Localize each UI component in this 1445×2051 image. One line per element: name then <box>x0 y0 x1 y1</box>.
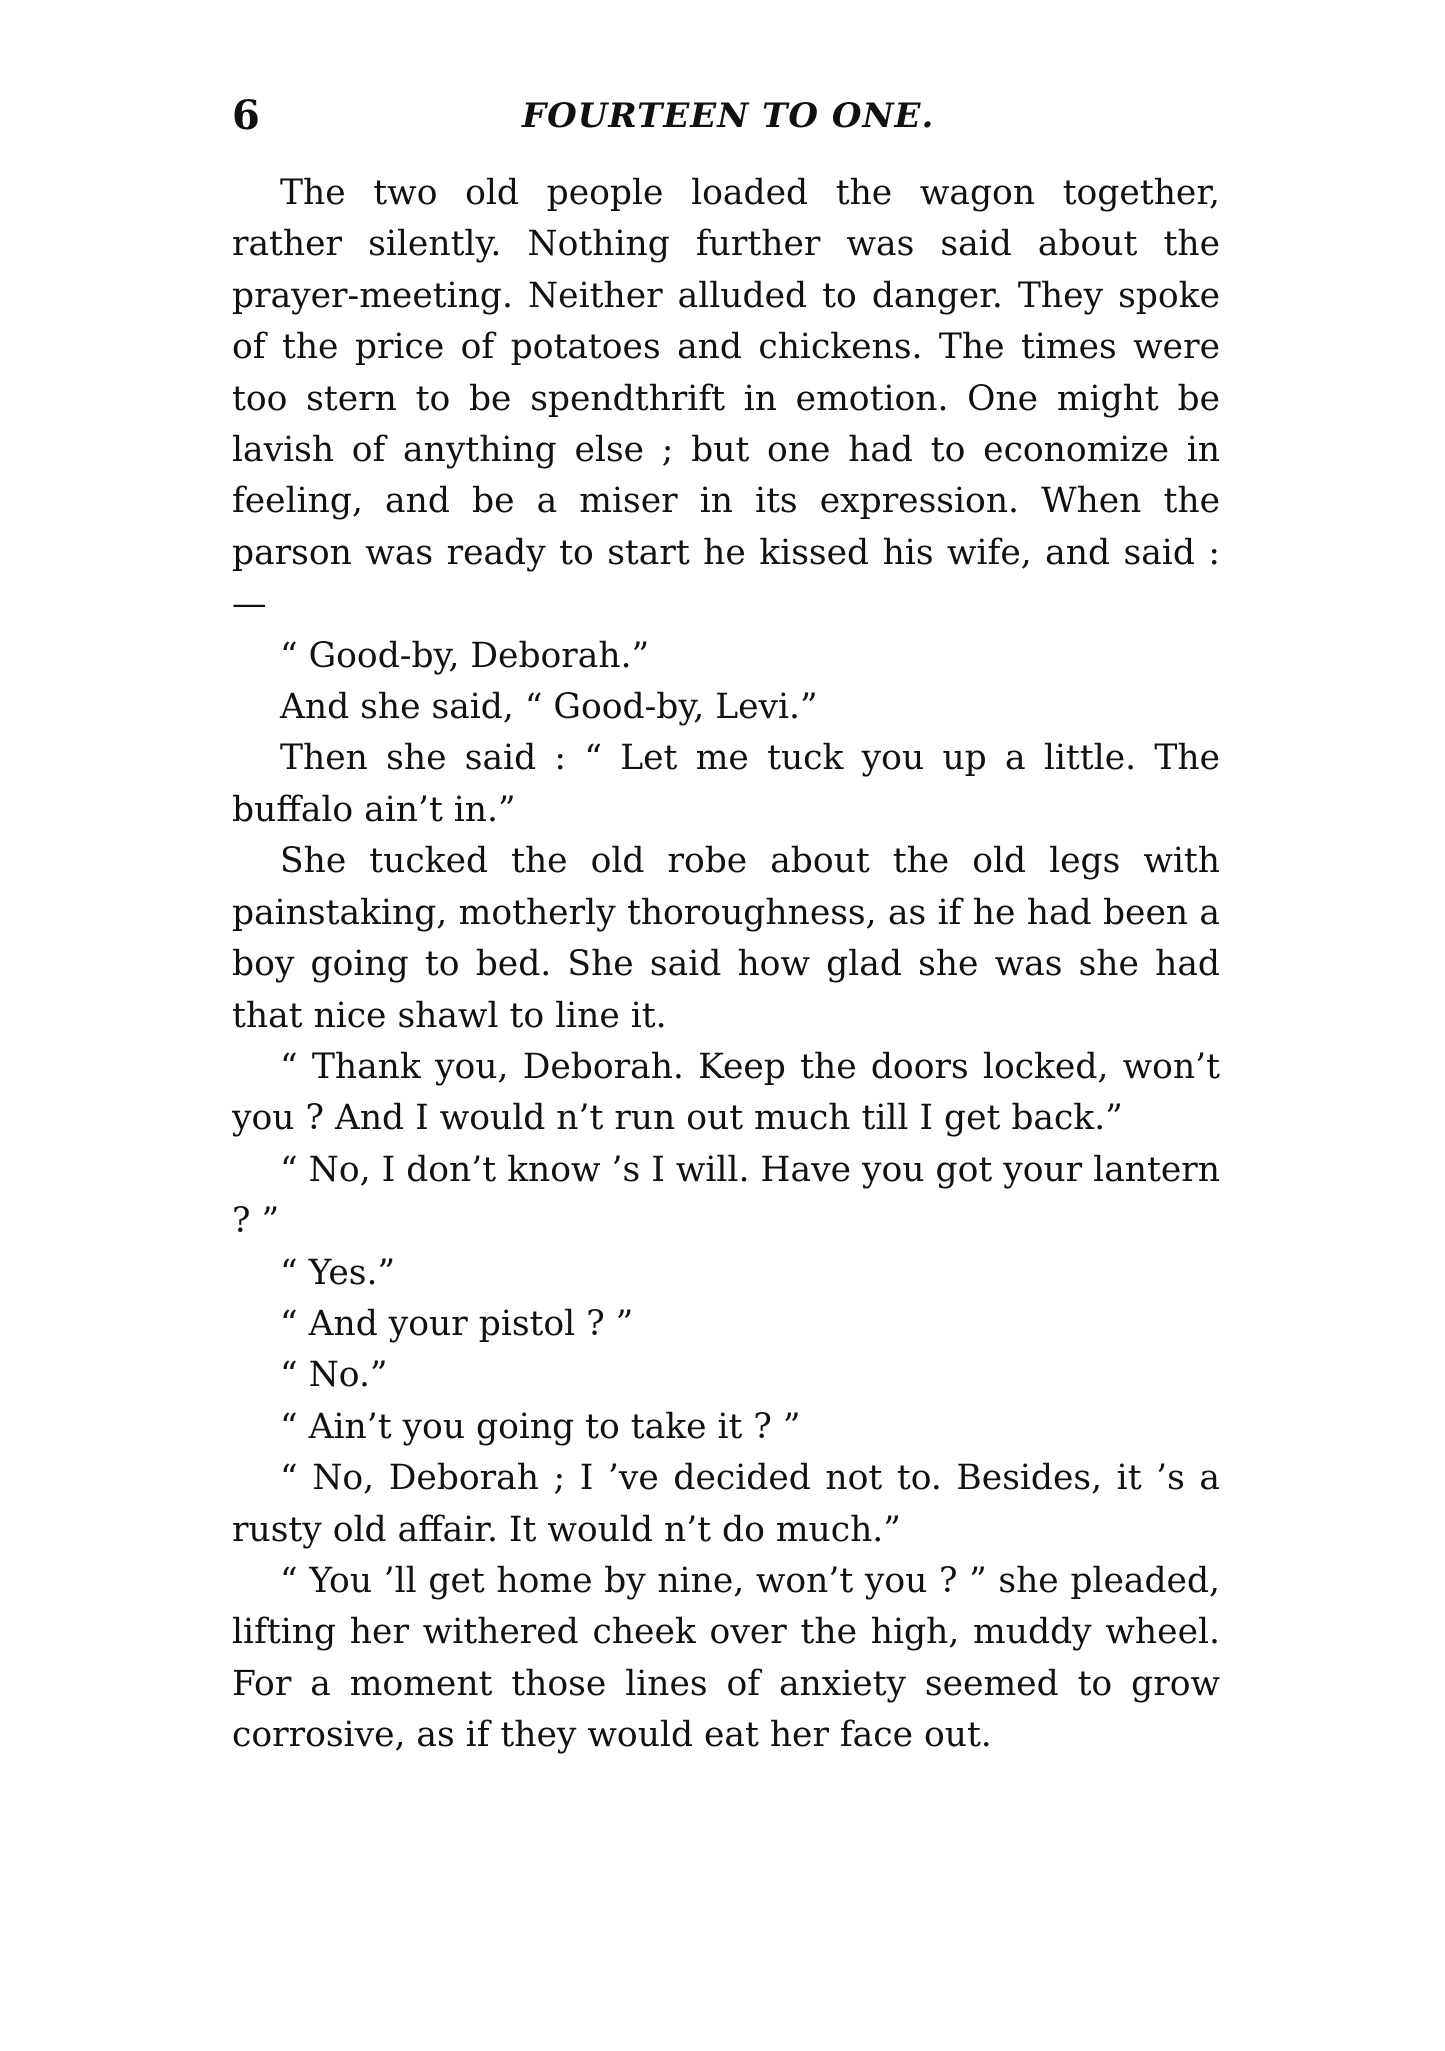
paragraph: “ No, Deborah ; I ’ve decided not to. Besides, it ’s a rusty old affair. It would n’t do much.” <box>232 1458 1220 1550</box>
paragraph: “ No, I don’t know ’s I will. Have you got your lantern ? ” <box>232 1149 1220 1242</box>
paragraph: “ Ain’t you going to take it ? ” <box>280 1406 801 1447</box>
paragraph: “ Good-by, Deborah.” <box>280 635 650 676</box>
paragraph: Then she said : “ Let me tuck you up a little. The buffalo ain’t in.” <box>232 738 1220 830</box>
paragraph: She tucked the old robe about the old legs with painstaking, motherly thoroughness, as if he had been a boy going to bed. She said how glad she was she had that nice shawl to line it. <box>232 841 1220 1036</box>
page-header <box>232 92 1222 152</box>
paragraph: “ Thank you, Deborah. Keep the doors locked, won’t you ? And I would n’t run out much till I get back.” <box>232 1046 1220 1139</box>
body-text <box>232 168 1220 1762</box>
page-number: 6 <box>232 92 260 139</box>
paragraph: “ No.” <box>280 1355 388 1396</box>
paragraph: “ You ’ll get home by nine, won’t you ? ” she pleaded, lifting her withered cheek over the high, muddy wheel. For a moment those lines of anxiety seemed to grow corrosive, as if they would eat her face out. <box>232 1560 1220 1756</box>
paragraph: And she said, “ Good-by, Levi.” <box>280 687 818 728</box>
paragraph: “ Yes.” <box>280 1252 396 1293</box>
paragraph: “ And your pistol ? ” <box>280 1303 634 1344</box>
paragraph: The two old people loaded the wagon together, rather silently. Nothing further was said about the prayer-meeting. Neither alluded to danger. They spoke of the price of potatoes and chickens. The times were too stern to be spendthrift in emotion. One might be lavish of anything else ; but one had to economize in feeling, and be a miser in its expression. When the parson was ready to start he kissed his wife, and said : — <box>232 173 1220 625</box>
running-head: FOURTEEN TO ONE. <box>522 96 935 136</box>
